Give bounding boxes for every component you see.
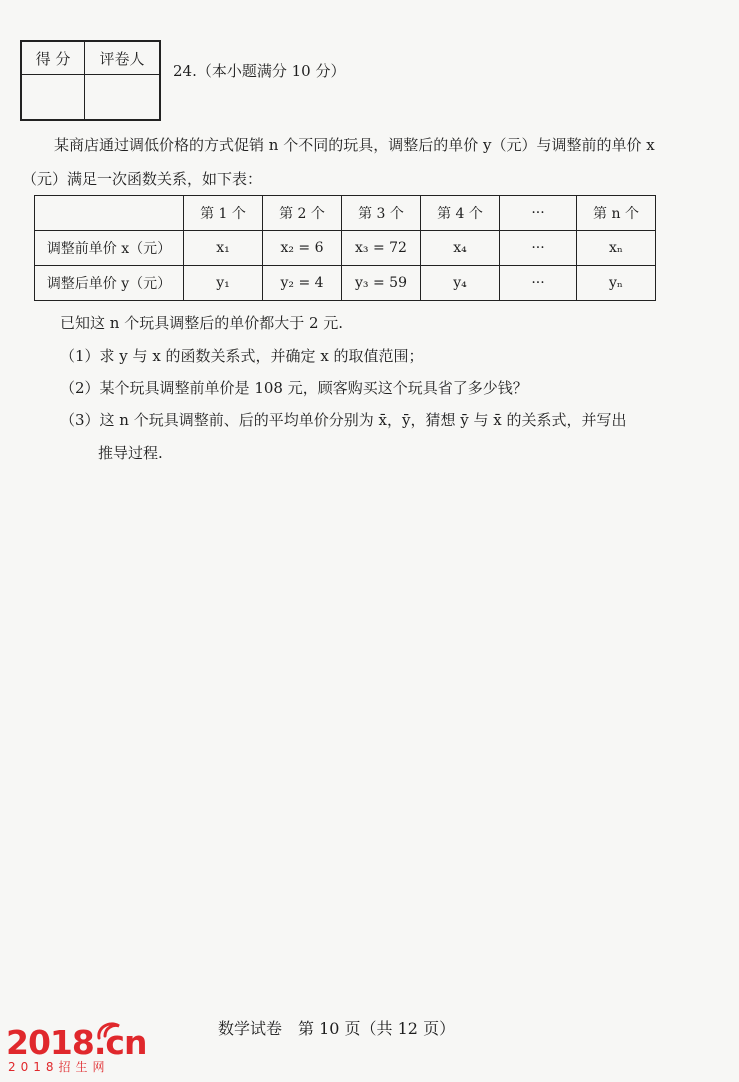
table-header-cell: ··· [500, 196, 577, 231]
watermark-main: 2018.cn [6, 1023, 147, 1062]
table-cell: y₃ = 59 [342, 266, 421, 301]
score-cell [21, 75, 85, 121]
table-header-row [35, 196, 656, 231]
table-cell: ··· [500, 231, 577, 266]
page-footer: 数学试卷 第 10 页（共 12 页） [218, 1019, 456, 1038]
table-header-cell: 第 2 个 [263, 196, 342, 231]
table-cell: y₁ [184, 266, 263, 301]
question-header: 24.（本小题满分 10 分） [173, 62, 346, 80]
table-header-cell: 第 3 个 [342, 196, 421, 231]
watermark-swirl-icon [95, 1020, 123, 1042]
table-row-label: 调整前单价 x（元） [35, 231, 184, 266]
question-part-3-continued: 推导过程. [98, 444, 163, 462]
question-part-3: （3）这 n 个玩具调整前、后的平均单价分别为 x̄，ȳ，猜想 ȳ 与 x̄ 的关系式，并写出 [60, 411, 627, 429]
watermark-sub: 2018招生网 [8, 1060, 110, 1074]
table-cell: ··· [500, 266, 577, 301]
table-header-cell [35, 196, 184, 231]
watermark-logo [6, 1023, 147, 1074]
table-cell: yₙ [577, 266, 656, 301]
question-intro: 某商店通过调低价格的方式促销 n 个不同的玩具，调整后的单价 y（元）与调整前的单价 x（元）满足一次函数关系，如下表： [22, 136, 655, 188]
table-cell: x₃ = 72 [342, 231, 421, 266]
given-condition: 已知这 n 个玩具调整后的单价都大于 2 元. [60, 314, 344, 332]
question-part-2: （2）某个玩具调整前单价是 108 元，顾客购买这个玩具省了多少钱？ [60, 379, 528, 397]
table-cell: y₂ = 4 [263, 266, 342, 301]
table-row [35, 231, 656, 266]
table-cell: x₄ [421, 231, 500, 266]
grader-label: 评卷人 [85, 41, 161, 75]
table-cell: y₄ [421, 266, 500, 301]
table-header-cell: 第 n 个 [577, 196, 656, 231]
table-cell: x₁ [184, 231, 263, 266]
table-row [35, 266, 656, 301]
grader-cell [85, 75, 161, 121]
score-box [20, 40, 161, 121]
table-row-label: 调整后单价 y（元） [35, 266, 184, 301]
score-label: 得 分 [21, 41, 85, 75]
table-header-cell: 第 4 个 [421, 196, 500, 231]
table-header-cell: 第 1 个 [184, 196, 263, 231]
price-table [34, 195, 656, 301]
table-cell: xₙ [577, 231, 656, 266]
question-part-1: （1）求 y 与 x 的函数关系式，并确定 x 的取值范围； [60, 347, 424, 365]
table-cell: x₂ = 6 [263, 231, 342, 266]
